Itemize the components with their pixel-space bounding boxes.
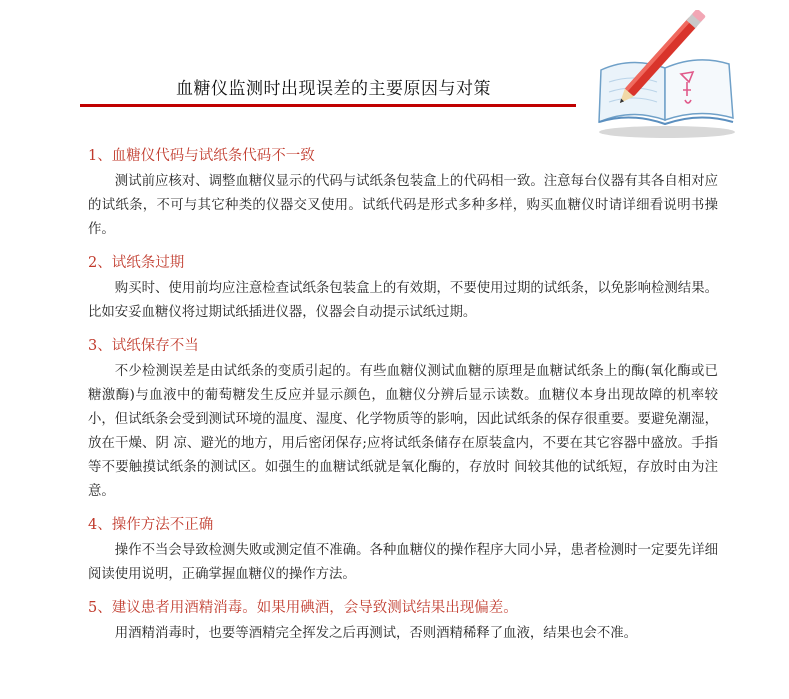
title-underline bbox=[80, 104, 576, 107]
section-title: 4、操作方法不正确 bbox=[88, 517, 214, 533]
section-2 bbox=[88, 252, 718, 325]
notebook-pencil-icon bbox=[585, 10, 745, 140]
section-title: 1、血糖仪代码与试纸条代码不一致 bbox=[88, 148, 315, 164]
section-paragraph: 购买时、使用前均应注意检查试纸条包装盒上的有效期，不要使用过期的试纸条，以免影响检测结果。比如安妥血糖仪将过期试纸插进仪器，仪器会自动提示试纸过期。 bbox=[88, 281, 718, 320]
section-paragraph: 操作不当会导致检测失败或测定值不准确。各种血糖仪的操作程序大同小异，患者检测时一定要先详细阅读使用说明，正确掌握血糖仪的操作方法。 bbox=[88, 543, 718, 582]
section-title: 2、试纸条过期 bbox=[88, 255, 185, 271]
section-paragraph: 用酒精消毒时，也要等酒精完全挥发之后再测试，否则酒精稀释了血液，结果也会不准。 bbox=[114, 626, 638, 641]
section-3 bbox=[88, 335, 718, 504]
section-paragraph: 测试前应核对、调整血糖仪显示的代码与试纸条包装盒上的代码相一致。注意每台仪器有其各自相对应的试纸条，不可与其它种类的仪器交叉使用。试纸代码是形式多种多样，购买血糖仪时请详细看说明书操作。 bbox=[88, 174, 718, 237]
section-1 bbox=[88, 145, 718, 242]
section-title: 3、试纸保存不当 bbox=[88, 338, 199, 354]
section-4 bbox=[88, 514, 718, 587]
article-body bbox=[88, 145, 718, 656]
section-paragraph: 不少检测误差是由试纸条的变质引起的。有些血糖仪测试血糖的原理是血糖试纸条上的酶(氧化酶或已糖激酶)与血液中的葡萄糖发生反应并显示颜色，血糖仪分辨后显示读数。血糖仪本身出现故障的机率较小，但试纸条会受到测试环境的温度、湿度、化学物质等的影响，因此试纸条的保存很重要。要避免潮湿，放在干燥、阴 凉、避光的地方，用后密闭保存;应将试纸条储存在原装盒内，不要在其它容器中盛放。手指等不要触摸试纸条的测试区。如强生的血糖试纸就是氧化酶的，存放时 间较其他的试纸短，存放时由为注意。 bbox=[88, 364, 718, 499]
page-title: 血糖仪监测时出现误差的主要原因与对策 bbox=[176, 79, 491, 99]
section-5 bbox=[88, 597, 718, 646]
section-title: 5、建议患者用酒精消毒。如果用碘酒，会导致测试结果出现偏差。 bbox=[88, 600, 518, 616]
